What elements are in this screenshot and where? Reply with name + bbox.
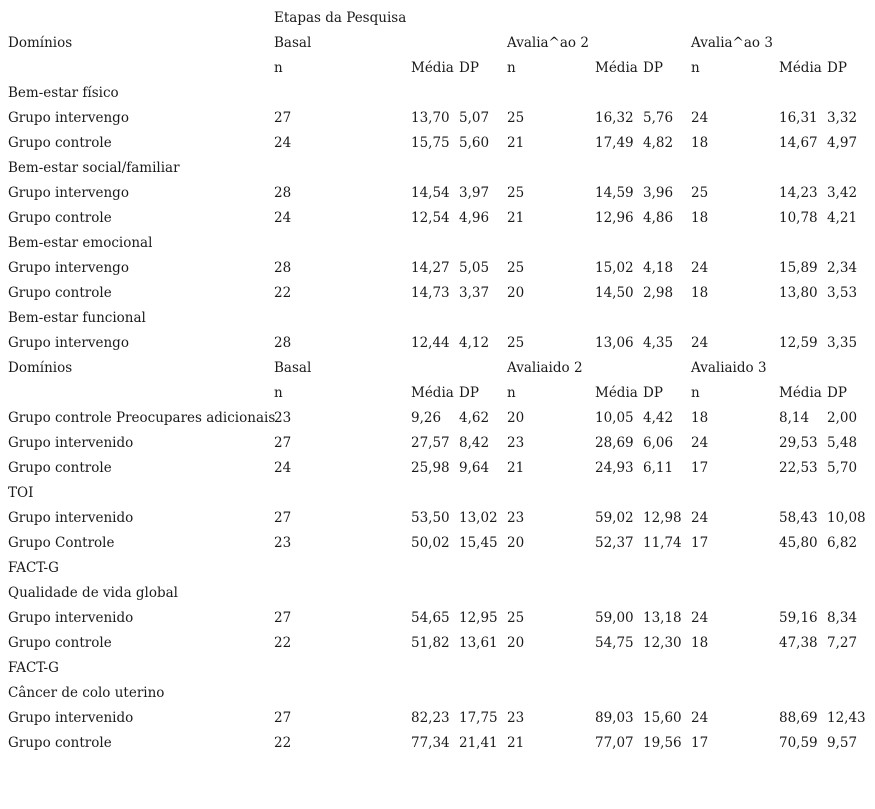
cell-basal-media: Média	[411, 385, 454, 401]
cell-basal-dp: 5,07	[459, 110, 490, 126]
cell-avaliacao3-dp: 10,08	[827, 510, 866, 526]
cell-avaliacao3-media: 15,89	[779, 260, 818, 276]
data-row	[0, 108, 875, 133]
cell-avaliacao3-dp: 8,34	[827, 610, 858, 626]
cell-basal-media: 13,70	[411, 110, 450, 126]
cell-basal-n: 24	[274, 460, 292, 476]
cell-avaliacao3-dp: 9,57	[827, 735, 858, 751]
cell-basal-dp: 13,61	[459, 635, 498, 651]
cell-avaliacao2-media: 14,59	[595, 185, 634, 201]
cell-basal-n: Basal	[274, 35, 312, 51]
section-row	[0, 658, 875, 683]
cell-avaliacao2-n: 25	[507, 110, 525, 126]
cell-avaliacao3-dp: 6,82	[827, 535, 858, 551]
cell-avaliacao2-dp: 19,56	[643, 735, 682, 751]
header-row	[0, 383, 875, 408]
cell-avaliacao3-media: 47,38	[779, 635, 818, 651]
section-row	[0, 558, 875, 583]
cell-basal-n: 28	[274, 185, 292, 201]
cell-basal-n: 28	[274, 260, 292, 276]
data-row	[0, 433, 875, 458]
cell-basal-media: 12,54	[411, 210, 450, 226]
section-title: FACT-G	[8, 660, 59, 676]
cell-avaliacao3-media: 8,14	[779, 410, 810, 426]
cell-avaliacao3-media: 13,80	[779, 285, 818, 301]
cell-avaliacao2-media: 24,93	[595, 460, 634, 476]
cell-avaliacao3-media: 88,69	[779, 710, 818, 726]
cell-basal-dp: 5,05	[459, 260, 490, 276]
cell-row-label: Grupo intervenido	[8, 610, 134, 626]
cell-avaliacao3-media: 10,78	[779, 210, 818, 226]
cell-basal-n: 23	[274, 535, 292, 551]
cell-basal-media: Média	[411, 60, 454, 76]
cell-avaliacao2-media: 89,03	[595, 710, 634, 726]
cell-avaliacao3-n: 18	[691, 635, 709, 651]
cell-basal-media: 14,27	[411, 260, 450, 276]
cell-row-label: Grupo intervengo	[8, 185, 129, 201]
cell-basal-n: n	[274, 60, 283, 76]
cell-avaliacao3-dp: 3,32	[827, 110, 858, 126]
data-row	[0, 733, 875, 758]
cell-avaliacao2-dp: DP	[643, 385, 663, 401]
cell-basal-media: 14,54	[411, 185, 450, 201]
cell-avaliacao2-n: n	[507, 60, 516, 76]
cell-avaliacao2-n: 20	[507, 635, 525, 651]
cell-avaliacao3-n: Avaliaido 3	[691, 360, 767, 376]
cell-basal-n: 27	[274, 110, 292, 126]
cell-avaliacao2-dp: 4,35	[643, 335, 674, 351]
cell-avaliacao3-dp: 5,70	[827, 460, 858, 476]
cell-avaliacao3-dp: 3,42	[827, 185, 858, 201]
cell-avaliacao2-dp: 4,42	[643, 410, 674, 426]
section-title: Bem-estar emocional	[8, 235, 153, 251]
cell-row-label: Grupo intervenido	[8, 710, 134, 726]
data-row	[0, 633, 875, 658]
cell-avaliacao2-n: 21	[507, 460, 525, 476]
cell-avaliacao2-n: 20	[507, 285, 525, 301]
cell-avaliacao2-n: 23	[507, 435, 525, 451]
cell-row-label: Grupo intervenido	[8, 510, 134, 526]
cell-avaliacao2-media: 52,37	[595, 535, 634, 551]
cell-avaliacao3-n: 24	[691, 710, 709, 726]
cell-row-label: Grupo controle	[8, 735, 112, 751]
cell-avaliacao2-n: 21	[507, 210, 525, 226]
cell-avaliacao3-media: 58,43	[779, 510, 818, 526]
cell-avaliacao3-dp: 3,35	[827, 335, 858, 351]
cell-basal-n: 23	[274, 410, 292, 426]
cell-avaliacao2-dp: 4,86	[643, 210, 674, 226]
cell-avaliacao2-n: 23	[507, 710, 525, 726]
cell-avaliacao2-n: 20	[507, 535, 525, 551]
cell-avaliacao2-media: Média	[595, 385, 638, 401]
cell-avaliacao3-dp: DP	[827, 385, 847, 401]
cell-basal-dp: 8,42	[459, 435, 490, 451]
cell-row-label: Grupo intervenido	[8, 435, 134, 451]
cell-avaliacao3-n: 25	[691, 185, 709, 201]
cell-basal-media: 27,57	[411, 435, 450, 451]
cell-basal-dp: 17,75	[459, 710, 498, 726]
cell-avaliacao2-dp: 12,98	[643, 510, 682, 526]
data-row	[0, 283, 875, 308]
cell-basal-n: 27	[274, 610, 292, 626]
cell-avaliacao2-media: Média	[595, 60, 638, 76]
cell-row-label: Grupo controle Preocupares adicionais	[8, 410, 276, 426]
cell-basal-dp: DP	[459, 385, 479, 401]
cell-avaliacao2-media: 59,02	[595, 510, 634, 526]
cell-basal-n: Etapas da Pesquisa	[274, 10, 407, 26]
cell-avaliacao3-n: n	[691, 385, 700, 401]
cell-avaliacao3-dp: 4,21	[827, 210, 858, 226]
section-row	[0, 308, 875, 333]
cell-basal-dp: 9,64	[459, 460, 490, 476]
cell-avaliacao3-media: Média	[779, 60, 822, 76]
data-row	[0, 533, 875, 558]
cell-avaliacao3-n: 24	[691, 435, 709, 451]
cell-basal-n: 27	[274, 710, 292, 726]
cell-basal-n: 28	[274, 335, 292, 351]
cell-avaliacao2-media: 59,00	[595, 610, 634, 626]
cell-basal-dp: 4,62	[459, 410, 490, 426]
cell-row-label: Grupo intervengo	[8, 260, 129, 276]
cell-avaliacao3-n: 17	[691, 735, 709, 751]
cell-avaliacao2-dp: 5,76	[643, 110, 674, 126]
cell-avaliacao2-n: 21	[507, 735, 525, 751]
cell-basal-dp: 4,12	[459, 335, 490, 351]
cell-basal-media: 25,98	[411, 460, 450, 476]
cell-basal-dp: DP	[459, 60, 479, 76]
cell-basal-dp: 21,41	[459, 735, 498, 751]
data-row	[0, 208, 875, 233]
section-row	[0, 233, 875, 258]
header-row	[0, 358, 875, 383]
cell-basal-n: 22	[274, 635, 292, 651]
cell-avaliacao2-dp: DP	[643, 60, 663, 76]
section-row	[0, 583, 875, 608]
cell-avaliacao3-media: 14,23	[779, 185, 818, 201]
cell-basal-n: 27	[274, 510, 292, 526]
cell-basal-n: 24	[274, 135, 292, 151]
cell-avaliacao2-media: 28,69	[595, 435, 634, 451]
cell-avaliacao2-media: 13,06	[595, 335, 634, 351]
cell-avaliacao2-media: 15,02	[595, 260, 634, 276]
cell-avaliacao2-dp: 13,18	[643, 610, 682, 626]
cell-basal-media: 82,23	[411, 710, 450, 726]
cell-basal-media: 77,34	[411, 735, 450, 751]
cell-avaliacao3-media: 12,59	[779, 335, 818, 351]
section-row	[0, 483, 875, 508]
cell-avaliacao2-media: 14,50	[595, 285, 634, 301]
cell-avaliacao3-media: 29,53	[779, 435, 818, 451]
cell-avaliacao2-dp: 4,82	[643, 135, 674, 151]
cell-avaliacao2-dp: 12,30	[643, 635, 682, 651]
cell-avaliacao3-media: 59,16	[779, 610, 818, 626]
cell-avaliacao3-dp: 5,48	[827, 435, 858, 451]
cell-avaliacao2-n: Avaliaido 2	[507, 360, 583, 376]
cell-basal-dp: 4,96	[459, 210, 490, 226]
cell-avaliacao3-media: 14,67	[779, 135, 818, 151]
cell-avaliacao2-n: Avalia^ao 2	[507, 35, 589, 51]
cell-basal-media: 14,73	[411, 285, 450, 301]
cell-basal-n: 22	[274, 285, 292, 301]
data-row	[0, 333, 875, 358]
cell-avaliacao3-dp: 4,97	[827, 135, 858, 151]
cell-avaliacao3-n: 24	[691, 610, 709, 626]
section-row	[0, 83, 875, 108]
cell-avaliacao3-n: 18	[691, 285, 709, 301]
cell-avaliacao2-n: 23	[507, 510, 525, 526]
cell-row-label: Grupo controle	[8, 635, 112, 651]
cell-avaliacao2-n: 25	[507, 260, 525, 276]
cell-basal-media: 12,44	[411, 335, 450, 351]
cell-avaliacao2-n: 25	[507, 335, 525, 351]
cell-row-label: Grupo controle	[8, 460, 112, 476]
data-row	[0, 508, 875, 533]
cell-avaliacao3-dp: 7,27	[827, 635, 858, 651]
cell-avaliacao2-media: 16,32	[595, 110, 634, 126]
data-row	[0, 458, 875, 483]
cell-basal-media: 53,50	[411, 510, 450, 526]
cell-row-label: Grupo Controle	[8, 535, 115, 551]
cell-basal-dp: 15,45	[459, 535, 498, 551]
cell-basal-dp: 5,60	[459, 135, 490, 151]
cell-avaliacao3-media: 45,80	[779, 535, 818, 551]
cell-avaliacao2-media: 12,96	[595, 210, 634, 226]
cell-basal-dp: 13,02	[459, 510, 498, 526]
cell-basal-dp: 3,97	[459, 185, 490, 201]
cell-basal-media: 15,75	[411, 135, 450, 151]
cell-avaliacao3-n: 17	[691, 460, 709, 476]
section-row	[0, 683, 875, 708]
cell-avaliacao3-n: 18	[691, 410, 709, 426]
data-row	[0, 408, 875, 433]
cell-basal-media: 54,65	[411, 610, 450, 626]
cell-avaliacao2-dp: 3,96	[643, 185, 674, 201]
cell-basal-n: 22	[274, 735, 292, 751]
cell-avaliacao2-media: 54,75	[595, 635, 634, 651]
data-row	[0, 183, 875, 208]
header-row	[0, 33, 875, 58]
cell-avaliacao3-dp: 3,53	[827, 285, 858, 301]
cell-avaliacao3-n: 24	[691, 260, 709, 276]
cell-avaliacao2-dp: 6,11	[643, 460, 674, 476]
cell-avaliacao2-dp: 6,06	[643, 435, 674, 451]
cell-basal-n: Basal	[274, 360, 312, 376]
cell-avaliacao3-media: 16,31	[779, 110, 818, 126]
cell-avaliacao2-dp: 2,98	[643, 285, 674, 301]
data-row	[0, 258, 875, 283]
cell-basal-n: 24	[274, 210, 292, 226]
cell-avaliacao2-media: 17,49	[595, 135, 634, 151]
data-row	[0, 708, 875, 733]
cell-basal-media: 9,26	[411, 410, 442, 426]
cell-avaliacao3-media: Média	[779, 385, 822, 401]
cell-avaliacao2-dp: 11,74	[643, 535, 682, 551]
header-row	[0, 8, 875, 33]
cell-avaliacao3-n: 18	[691, 210, 709, 226]
cell-avaliacao3-n: 17	[691, 535, 709, 551]
cell-avaliacao2-dp: 15,60	[643, 710, 682, 726]
cell-avaliacao3-media: 22,53	[779, 460, 818, 476]
cell-row-label: Grupo intervengo	[8, 110, 129, 126]
cell-avaliacao2-n: n	[507, 385, 516, 401]
cell-avaliacao3-media: 70,59	[779, 735, 818, 751]
cell-avaliacao3-dp: 2,34	[827, 260, 858, 276]
cell-avaliacao3-n: 24	[691, 510, 709, 526]
cell-avaliacao3-n: 24	[691, 110, 709, 126]
section-title: Câncer de colo uterino	[8, 685, 165, 701]
data-row	[0, 608, 875, 633]
cell-row-label: Grupo controle	[8, 210, 112, 226]
cell-avaliacao2-n: 20	[507, 410, 525, 426]
cell-avaliacao2-n: 25	[507, 610, 525, 626]
cell-avaliacao3-n: Avalia^ao 3	[691, 35, 773, 51]
section-title: Bem-estar físico	[8, 85, 119, 101]
cell-avaliacao2-media: 10,05	[595, 410, 634, 426]
cell-basal-dp: 3,37	[459, 285, 490, 301]
cell-row-label: Grupo intervengo	[8, 335, 129, 351]
cell-basal-media: 51,82	[411, 635, 450, 651]
cell-avaliacao2-media: 77,07	[595, 735, 634, 751]
cell-avaliacao3-dp: 2,00	[827, 410, 858, 426]
section-title: TOI	[8, 485, 34, 501]
cell-basal-n: 27	[274, 435, 292, 451]
cell-avaliacao2-n: 25	[507, 185, 525, 201]
section-title: Bem-estar funcional	[8, 310, 146, 326]
cell-basal-n: n	[274, 385, 283, 401]
cell-avaliacao2-n: 21	[507, 135, 525, 151]
cell-row-label: Grupo controle	[8, 285, 112, 301]
cell-basal-media: 50,02	[411, 535, 450, 551]
cell-avaliacao3-dp: DP	[827, 60, 847, 76]
cell-row-label: Domínios	[8, 35, 73, 51]
cell-row-label: Grupo controle	[8, 135, 112, 151]
header-row	[0, 58, 875, 83]
cell-avaliacao2-dp: 4,18	[643, 260, 674, 276]
cell-avaliacao3-dp: 12,43	[827, 710, 866, 726]
section-title: Qualidade de vida global	[8, 585, 179, 601]
cell-avaliacao3-n: 24	[691, 335, 709, 351]
section-row	[0, 158, 875, 183]
cell-avaliacao3-n: n	[691, 60, 700, 76]
section-title: FACT-G	[8, 560, 59, 576]
cell-row-label: Domínios	[8, 360, 73, 376]
cell-avaliacao3-n: 18	[691, 135, 709, 151]
cell-basal-dp: 12,95	[459, 610, 498, 626]
data-row	[0, 133, 875, 158]
section-title: Bem-estar social/familiar	[8, 160, 180, 176]
